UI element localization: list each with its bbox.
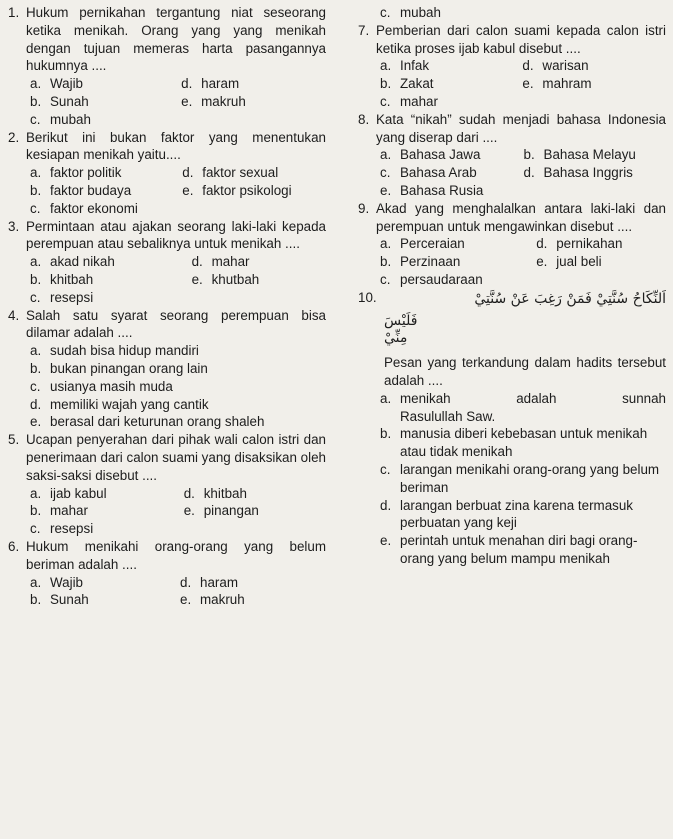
option-c[interactable] [30, 200, 172, 218]
question-number: 8. [358, 111, 370, 127]
option-a[interactable] [380, 235, 526, 253]
question-head [8, 307, 326, 343]
question-number: 2. [8, 129, 20, 145]
option-letter: d. [522, 58, 534, 74]
question-head [8, 4, 326, 75]
question-number: 4. [8, 307, 20, 323]
question-head [8, 538, 326, 574]
option-b[interactable] [380, 253, 526, 271]
option-c[interactable] [380, 4, 666, 22]
option-text: Bahasa Rusia [400, 182, 484, 198]
option-a-text [400, 390, 666, 408]
option-letter: a. [380, 58, 392, 74]
option-d[interactable] [522, 57, 666, 75]
option-text: resepsi [50, 521, 94, 537]
option-text: Bahasa Arab [400, 165, 477, 181]
question-6 [8, 538, 326, 609]
option-text: mahar [400, 93, 438, 109]
option-letter: e. [182, 182, 194, 198]
option-letter: a. [30, 165, 42, 181]
option-letter: b. [380, 76, 392, 92]
option-letter: d. [536, 236, 548, 252]
option-letter: e. [191, 271, 203, 287]
option-text: memiliki wajah yang cantik [50, 396, 209, 412]
question-text: Permintaan atau ajakan seorang laki-laki kepada perempuan atau sebaliknya untuk menikah .... [26, 218, 326, 252]
option-text: warisan [542, 58, 589, 74]
option-letter: e. [181, 93, 193, 109]
option-letter: a. [380, 147, 392, 163]
question-8 [358, 111, 666, 200]
option-a[interactable] [30, 574, 170, 592]
option-text: resepsi [50, 289, 94, 305]
option-text: mahar [211, 254, 250, 270]
option-e[interactable] [522, 75, 666, 93]
option-text: Infak [400, 58, 430, 74]
question-number: 10. [358, 289, 377, 305]
option-letter: b. [380, 254, 392, 270]
right-questions [358, 22, 666, 289]
option-c[interactable] [380, 164, 514, 182]
option-c[interactable] [380, 271, 526, 289]
options [8, 164, 326, 217]
option-text: khutbah [211, 271, 260, 287]
options [8, 253, 326, 306]
option-text: akad nikah [50, 254, 115, 270]
option-d[interactable] [30, 396, 326, 414]
question-head [358, 111, 666, 147]
option-letter: a. [30, 343, 42, 359]
option-letter: e. [30, 414, 42, 430]
option-a[interactable] [30, 164, 172, 182]
question-number: 9. [358, 200, 370, 216]
option-text: perintah untuk menahan diri bagi orang-orang yang belum mampu menikah [400, 533, 638, 566]
option-text: Bahasa Jawa [400, 147, 481, 163]
options [8, 485, 326, 538]
option-e[interactable] [184, 502, 326, 520]
option-b[interactable] [380, 75, 512, 93]
option-text: Sunah [50, 93, 89, 109]
option-e[interactable] [192, 271, 326, 289]
option-b[interactable] [380, 425, 666, 461]
right-column [358, 4, 666, 568]
option-b[interactable] [524, 146, 666, 164]
option-letter: a. [380, 236, 392, 252]
option-a-word2: adalah [516, 390, 557, 406]
option-e[interactable] [182, 182, 326, 200]
option-e[interactable] [181, 93, 326, 111]
option-letter: e. [180, 592, 192, 608]
question-text: Berikut ini bukan faktor yang menentukan kesiapan menikah yaitu.... [26, 129, 326, 163]
option-letter: d. [182, 165, 194, 181]
option-text: sudah bisa hidup mandiri [50, 343, 199, 359]
option-letter: e. [380, 533, 392, 549]
option-text: mubah [400, 5, 441, 20]
option-letter: d. [183, 485, 195, 501]
option-text: mahar [50, 503, 88, 519]
option-letter: a. [30, 485, 42, 501]
option-letter: a. [30, 254, 42, 270]
option-d[interactable] [182, 164, 326, 182]
option-d[interactable] [524, 164, 666, 182]
question-4 [8, 307, 326, 432]
option-text: ijab kabul [50, 485, 107, 501]
option-a-line2: Rasulullah Saw. [400, 408, 496, 424]
option-text: faktor psikologi [202, 182, 292, 198]
options [358, 235, 666, 288]
option-e[interactable] [380, 532, 666, 568]
option-text: larangan berbuat zina karena termasuk perbuatan yang keji [400, 497, 633, 531]
option-letter: d. [180, 574, 192, 590]
option-letter: a. [380, 390, 392, 406]
option-letter: d. [523, 165, 535, 181]
question-2 [8, 129, 326, 218]
option-b[interactable] [30, 502, 174, 520]
question-text: Pesan yang terkandung dalam hadits tersebut adalah .... [384, 355, 666, 388]
left-column [8, 4, 326, 609]
option-letter: e. [522, 76, 534, 92]
option-d[interactable] [180, 574, 326, 592]
option-a[interactable] [380, 146, 514, 164]
option-letter: b. [30, 503, 42, 519]
option-letter: b. [30, 360, 42, 376]
option-letter: b. [30, 93, 42, 109]
option-letter: b. [30, 271, 42, 287]
q10-options [380, 425, 666, 567]
option-a[interactable] [380, 390, 666, 408]
option-d[interactable] [181, 75, 326, 93]
option-c[interactable] [380, 461, 666, 497]
option-text: pernikahan [556, 236, 623, 252]
option-text: Wajib [50, 76, 83, 92]
question-number: 7. [358, 22, 370, 38]
option-text: haram [200, 574, 238, 590]
option-c[interactable] [30, 520, 174, 538]
question-9 [358, 200, 666, 289]
option-text: Bahasa Inggris [543, 165, 633, 181]
option-letter: a. [30, 76, 42, 92]
question-text: Hukum menikahi orang-orang yang belum beriman adalah .... [26, 538, 326, 572]
hadith-arabic-line2: فَلَيْسَ مِنِّيْ [384, 312, 418, 347]
option-text: usianya masih muda [50, 378, 173, 394]
option-text: bukan pinangan orang lain [50, 360, 208, 376]
question-5 [8, 431, 326, 538]
option-text: khitbah [50, 271, 94, 287]
option-text: manusia diberi kebebasan untuk menikah atau tidak menikah [400, 426, 648, 460]
option-letter: c. [30, 378, 41, 394]
question-head [8, 431, 326, 484]
option-text: persaudaraan [400, 271, 483, 287]
question-text: Hukum pernikahan tergantung niat seseorang ketika menikah. Orang yang yang menikah dengan tujuan memeras harta pasangannya hukumnya .... [26, 5, 326, 74]
option-a-word3: sunnah [622, 390, 666, 406]
hadith-arabic-line1: اَلنِّكَاحُ سُنَّتِيْ فَمَنْ رَغِبَ عَنْ سُنَّتِيْ [474, 290, 666, 307]
option-letter: c. [30, 521, 41, 537]
option-e[interactable] [180, 591, 326, 609]
option-a[interactable] [30, 485, 174, 503]
option-c[interactable] [30, 289, 182, 307]
option-text: mahram [542, 76, 592, 92]
option-letter: e. [380, 182, 392, 198]
option-b[interactable] [30, 271, 182, 289]
question-text: Salah satu syarat seorang perempuan bisa dilamar adalah .... [26, 307, 326, 341]
option-text: Bahasa Melayu [543, 147, 636, 163]
question-number: 3. [8, 218, 20, 234]
option-e[interactable] [536, 253, 666, 271]
option-text: pinangan [203, 503, 259, 519]
question-text: Akad yang menghalalkan antara laki-laki dan perempuan untuk mengawinkan disebut .... [376, 200, 666, 234]
option-letter: b. [30, 592, 42, 608]
option-text: jual beli [556, 254, 602, 270]
option-letter: b. [30, 182, 42, 198]
option-b[interactable] [30, 591, 170, 609]
option-text: mubah [50, 111, 91, 127]
option-a[interactable] [30, 253, 182, 271]
option-a[interactable] [30, 75, 171, 93]
question-number: 6. [8, 538, 20, 554]
option-letter: b. [523, 147, 535, 163]
option-letter: c. [380, 461, 391, 477]
option-text: makruh [201, 93, 246, 109]
option-e[interactable] [30, 413, 326, 431]
question-head [8, 218, 326, 254]
option-c[interactable] [30, 378, 326, 396]
option-d[interactable] [192, 253, 326, 271]
question-head [358, 200, 666, 236]
option-text: Zakat [400, 76, 434, 92]
question-text: Pemberian dari calon suami kepada calon istri ketika proses ijab kabul disebut .... [376, 22, 666, 56]
option-a-word1: menikah [400, 390, 451, 406]
option-letter: c. [380, 93, 391, 109]
option-letter: e. [183, 503, 195, 519]
option-letter: c. [380, 5, 391, 20]
question-text: Ucapan penyerahan dari pihak wali calon istri dan penerimaan dari calon suami yang disaksikan oleh saksi-saksi disebut .... [26, 432, 326, 483]
option-letter: d. [181, 76, 193, 92]
option-letter: d. [191, 254, 203, 270]
question-10 [358, 289, 666, 568]
option-b[interactable] [30, 182, 172, 200]
option-text: larangan menikahi orang-orang yang belum beriman [400, 461, 660, 495]
options [8, 574, 326, 610]
option-letter: b. [380, 426, 392, 442]
option-b[interactable] [30, 93, 171, 111]
option-letter: c. [30, 200, 41, 216]
option-letter: e. [536, 254, 548, 270]
option-letter: c. [30, 111, 41, 127]
option-letter: c. [380, 165, 391, 181]
question-3 [8, 218, 326, 307]
option-e[interactable] [380, 182, 514, 200]
question-head [358, 22, 666, 58]
option-d[interactable] [536, 235, 666, 253]
option-letter: a. [30, 574, 42, 590]
options [358, 57, 666, 110]
option-letter: c. [30, 289, 41, 305]
question-7 [358, 22, 666, 111]
option-text: berasal dari keturunan orang shaleh [50, 414, 265, 430]
option-a[interactable] [380, 57, 512, 75]
option-text: haram [201, 76, 240, 92]
option-c[interactable] [30, 111, 171, 129]
options [358, 146, 666, 199]
option-letter: d. [30, 396, 42, 412]
option-text: faktor budaya [50, 182, 132, 198]
question-text: Kata “nikah” sudah menjadi bahasa Indonesia yang diserap dari .... [376, 111, 666, 145]
question-head [8, 129, 326, 165]
option-text: makruh [200, 592, 245, 608]
option-text: khitbah [203, 485, 247, 501]
option-b[interactable] [30, 360, 326, 378]
question-1 [8, 4, 326, 129]
option-letter: c. [380, 271, 391, 287]
option-text: Sunah [50, 592, 89, 608]
question-number: 5. [8, 432, 20, 448]
question-number: 1. [8, 5, 20, 20]
option-text: Wajib [50, 574, 83, 590]
option-text: faktor sexual [202, 165, 279, 181]
option-a[interactable] [30, 342, 326, 360]
options [8, 342, 326, 431]
option-d[interactable] [380, 497, 666, 533]
option-text: Perzinaan [400, 254, 461, 270]
options [8, 75, 326, 128]
option-letter: d. [380, 497, 392, 513]
option-text: faktor politik [50, 165, 122, 181]
option-text: Perceraian [400, 236, 465, 252]
q6-continued-options [358, 4, 666, 22]
option-c[interactable] [380, 93, 512, 111]
option-text: faktor ekonomi [50, 200, 138, 216]
option-d[interactable] [184, 485, 326, 503]
